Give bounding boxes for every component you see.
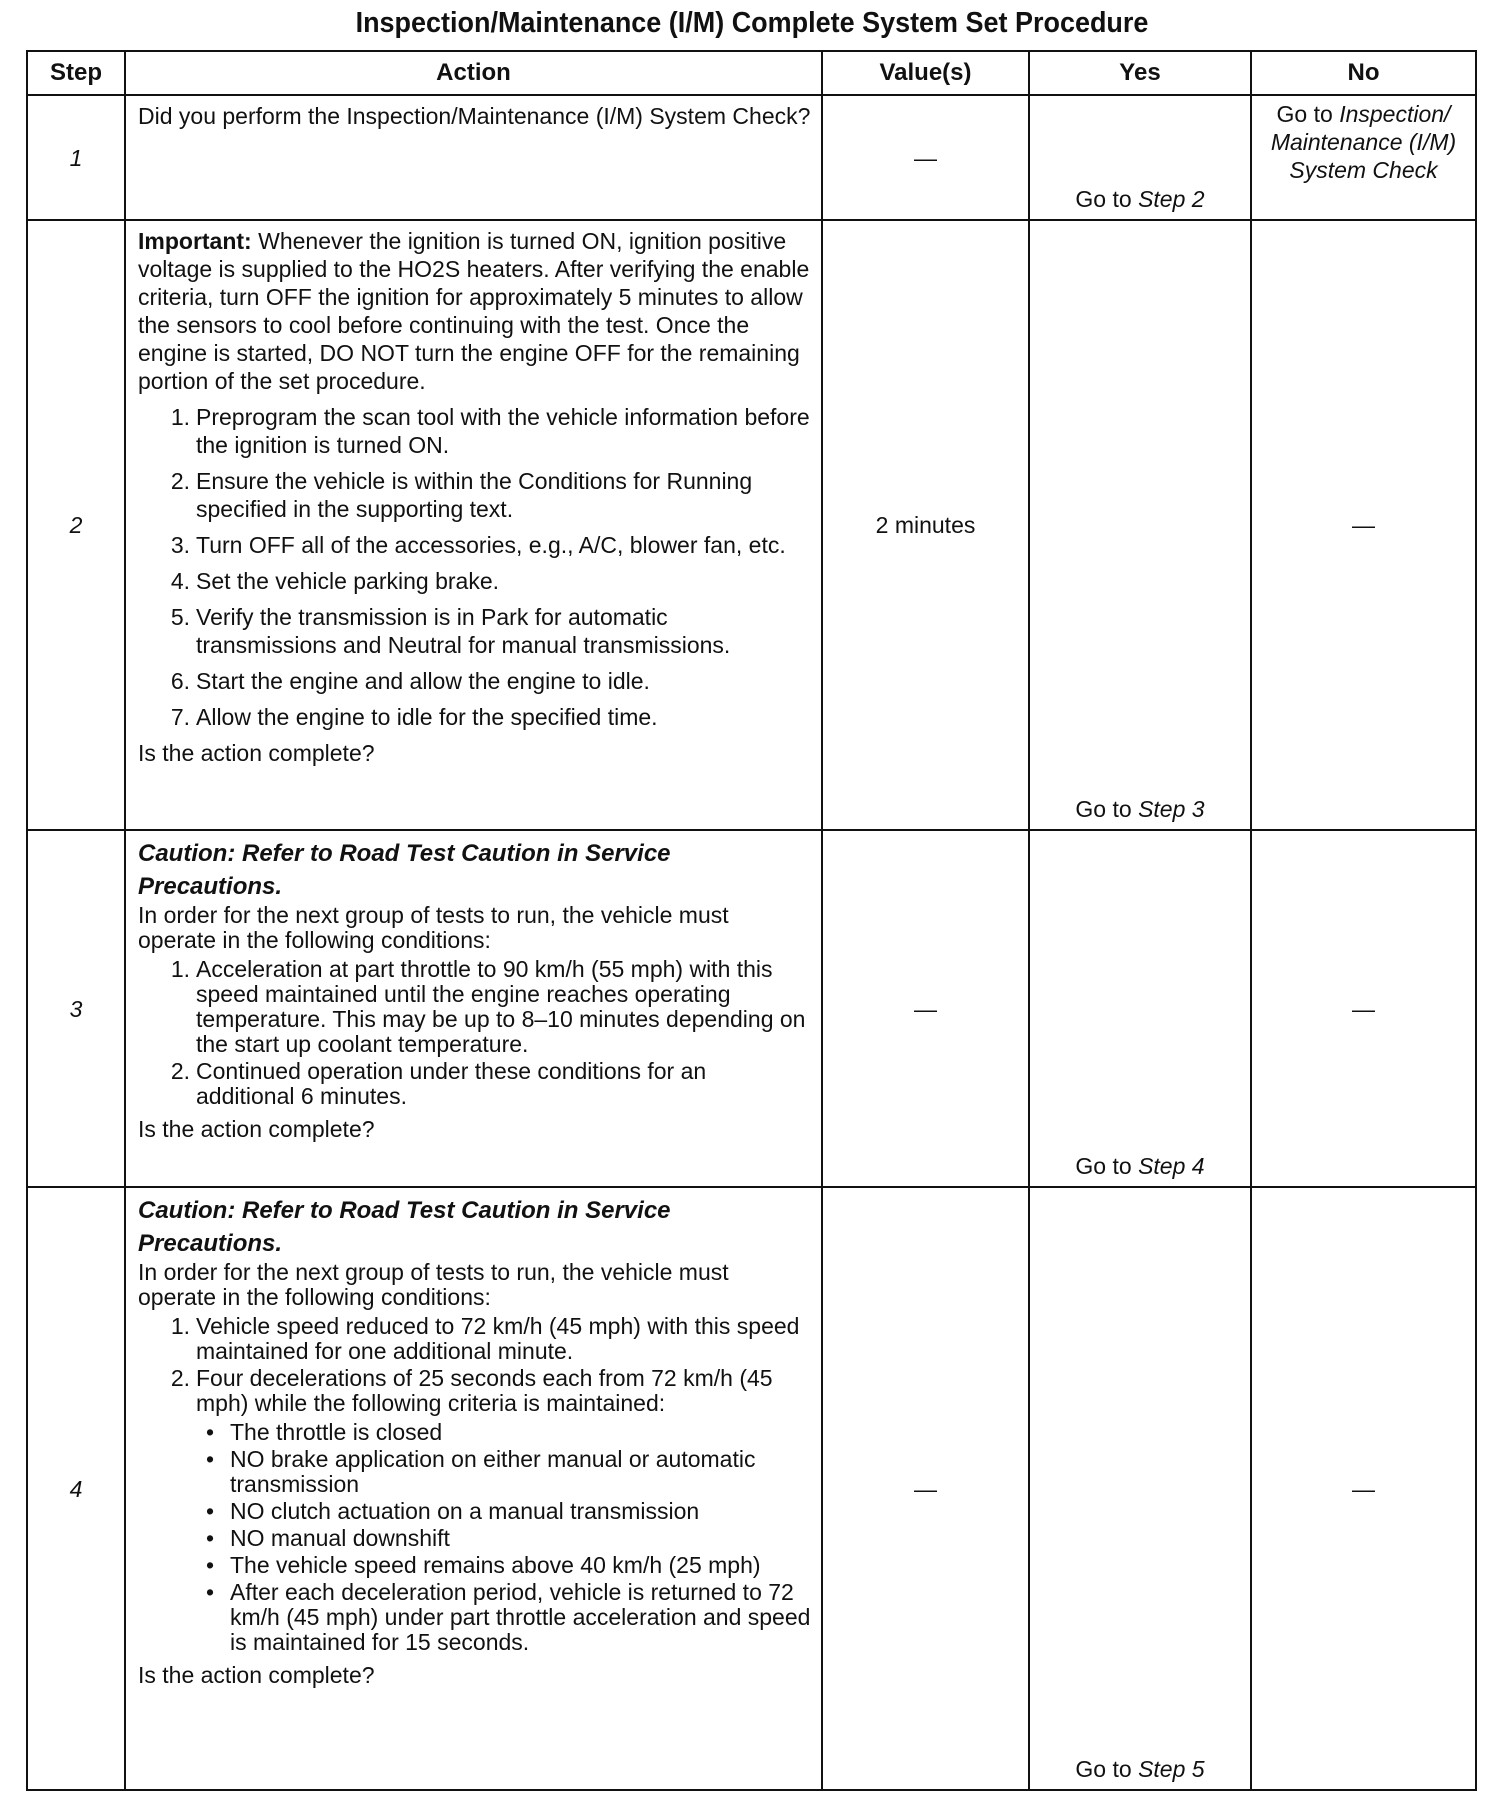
- no-target-link[interactable]: Inspection/ Maintenance (I/M) System Check: [1270, 101, 1457, 183]
- completion-question: Is the action complete?: [138, 1116, 375, 1142]
- list-item: [138, 1059, 811, 1109]
- yes-prefix: Go to: [1075, 796, 1139, 822]
- action-steps-list: [138, 957, 811, 1109]
- step-number: 4: [27, 1187, 125, 1790]
- yes-cell: [1029, 220, 1251, 830]
- bullet-icon: •: [206, 1579, 215, 1605]
- step-number: 2: [27, 220, 125, 830]
- yes-target-link[interactable]: Step 3: [1138, 796, 1205, 822]
- yes-target-link[interactable]: Step 4: [1138, 1153, 1205, 1179]
- list-item-text: Allow the engine to idle for the specified time.: [196, 704, 658, 730]
- bullet-icon: •: [206, 1498, 215, 1524]
- yes-prefix: Go to: [1075, 1756, 1139, 1782]
- header-no: No: [1251, 51, 1476, 95]
- list-item-text: The throttle is closed: [230, 1419, 443, 1445]
- list-item-text: Turn OFF all of the accessories, e.g., A/C, blower fan, etc.: [196, 532, 786, 558]
- completion-question: Is the action complete?: [138, 740, 375, 766]
- step-number: 1: [27, 95, 125, 220]
- list-item-text: NO brake application on either manual or automatic transmission: [230, 1446, 756, 1497]
- list-item: [196, 1580, 811, 1655]
- important-label: Important:: [138, 228, 252, 254]
- list-item-number: 3.: [170, 532, 190, 558]
- list-item: [196, 1447, 811, 1497]
- list-item-text: Preprogram the scan tool with the vehicle information before the ignition is turned ON.: [196, 404, 810, 458]
- bullet-icon: •: [206, 1525, 215, 1551]
- bullet-icon: •: [206, 1419, 215, 1445]
- procedure-title: Inspection/Maintenance (I/M) Complete System Set Procedure: [355, 7, 1149, 39]
- list-item-text: The vehicle speed remains above 40 km/h (25 mph): [230, 1552, 761, 1578]
- list-item: [196, 1499, 811, 1524]
- list-item-number: 2.: [170, 1058, 190, 1084]
- list-item: [138, 1314, 811, 1364]
- yes-cell: [1029, 95, 1251, 220]
- table-row-step-4: [27, 1187, 1476, 1790]
- no-cell: —: [1251, 220, 1476, 830]
- list-item: [138, 667, 811, 695]
- no-cell: —: [1251, 1187, 1476, 1790]
- caution-note: Caution: Refer to Road Test Caution in Service Precautions.: [138, 840, 671, 900]
- yes-target-link[interactable]: Step 5: [1138, 1756, 1205, 1782]
- value-cell: —: [822, 95, 1029, 220]
- value-cell: 2 minutes: [822, 220, 1029, 830]
- action-text: Did you perform the Inspection/Maintenance (I/M) System Check?: [138, 103, 811, 129]
- list-item-text: Set the vehicle parking brake.: [196, 568, 500, 594]
- list-item-text: Start the engine and allow the engine to idle.: [196, 668, 650, 694]
- procedure-table: [26, 50, 1477, 1791]
- list-item: [196, 1420, 811, 1445]
- header-step: Step: [27, 51, 125, 95]
- list-item-text: After each deceleration period, vehicle is returned to 72 km/h (45 mph) under part throttle acceleration and speed is maintained for 15 seconds.: [230, 1579, 811, 1655]
- list-item: [138, 1366, 811, 1655]
- yes-prefix: Go to: [1075, 186, 1139, 212]
- no-prefix: Go to: [1276, 101, 1340, 127]
- list-item-number: 1.: [170, 956, 190, 982]
- list-item-number: 4.: [170, 568, 190, 594]
- action-cell: [125, 830, 822, 1187]
- table-row-step-3: [27, 830, 1476, 1187]
- action-cell: [125, 95, 822, 220]
- conditions-intro: In order for the next group of tests to run, the vehicle must operate in the following conditions:: [138, 902, 729, 953]
- step-number: 3: [27, 830, 125, 1187]
- list-item-text: Four decelerations of 25 seconds each from 72 km/h (45 mph) while the following criteria is maintained:: [196, 1365, 773, 1416]
- list-item-text: Vehicle speed reduced to 72 km/h (45 mph) with this speed maintained for one additional minute.: [196, 1313, 800, 1364]
- list-item: [196, 1553, 811, 1578]
- yes-cell: [1029, 1187, 1251, 1790]
- criteria-list: [196, 1420, 811, 1655]
- list-item-text: NO manual downshift: [230, 1525, 450, 1551]
- yes-prefix: Go to: [1075, 1153, 1139, 1179]
- no-cell: —: [1251, 830, 1476, 1187]
- action-cell: [125, 220, 822, 830]
- table-header-row: [27, 51, 1476, 95]
- header-yes: Yes: [1029, 51, 1251, 95]
- value-cell: —: [822, 830, 1029, 1187]
- list-item-text: Continued operation under these conditions for an additional 6 minutes.: [196, 1058, 707, 1109]
- header-action: Action: [125, 51, 822, 95]
- important-note: [138, 227, 811, 395]
- action-steps-list: [138, 403, 811, 731]
- list-item-text: Ensure the vehicle is within the Conditions for Running specified in the supporting text.: [196, 468, 753, 522]
- list-item: [138, 567, 811, 595]
- list-item-number: 2.: [170, 468, 190, 494]
- yes-target-link[interactable]: Step 2: [1138, 186, 1205, 212]
- important-text: Whenever the ignition is turned ON, ignition positive voltage is supplied to the HO2S heaters. After verifying the enable criteria, turn OFF the ignition for approximately 5 minutes to allow the sensors to cool before continuing with the test. Once the engine is started, DO NOT turn the engine OFF for the remaining portion of the set procedure.: [138, 228, 810, 394]
- yes-cell: [1029, 830, 1251, 1187]
- list-item-text: Verify the transmission is in Park for automatic transmissions and Neutral for manual transmissions.: [196, 604, 731, 658]
- value-cell: —: [822, 1187, 1029, 1790]
- list-item-number: 5.: [170, 604, 190, 630]
- action-steps-list: [138, 1314, 811, 1655]
- list-item-number: 6.: [170, 668, 190, 694]
- list-item-number: 2.: [170, 1365, 190, 1391]
- header-values: Value(s): [822, 51, 1029, 95]
- caution-note: Caution: Refer to Road Test Caution in Service Precautions.: [138, 1197, 671, 1257]
- action-cell: [125, 1187, 822, 1790]
- table-row-step-2: [27, 220, 1476, 830]
- bullet-icon: •: [206, 1552, 215, 1578]
- list-item: [138, 957, 811, 1057]
- list-item-text: Acceleration at part throttle to 90 km/h (55 mph) with this speed maintained until the engine reaches operating temperature. This may be up to 8–10 minutes depending on the start up coolant temperature.: [196, 956, 806, 1057]
- completion-question: Is the action complete?: [138, 1662, 375, 1688]
- list-item: [138, 703, 811, 731]
- table-row-step-1: [27, 95, 1476, 220]
- bullet-icon: •: [206, 1446, 215, 1472]
- list-item: [196, 1526, 811, 1551]
- conditions-intro: In order for the next group of tests to run, the vehicle must operate in the following conditions:: [138, 1259, 729, 1310]
- list-item: [138, 403, 811, 459]
- list-item-number: 1.: [170, 404, 190, 430]
- no-cell: [1251, 95, 1476, 220]
- list-item: [138, 603, 811, 659]
- list-item: [138, 467, 811, 523]
- list-item-number: 1.: [170, 1313, 190, 1339]
- list-item-text: NO clutch actuation on a manual transmission: [230, 1498, 700, 1524]
- list-item: [138, 531, 811, 559]
- list-item-number: 7.: [170, 704, 190, 730]
